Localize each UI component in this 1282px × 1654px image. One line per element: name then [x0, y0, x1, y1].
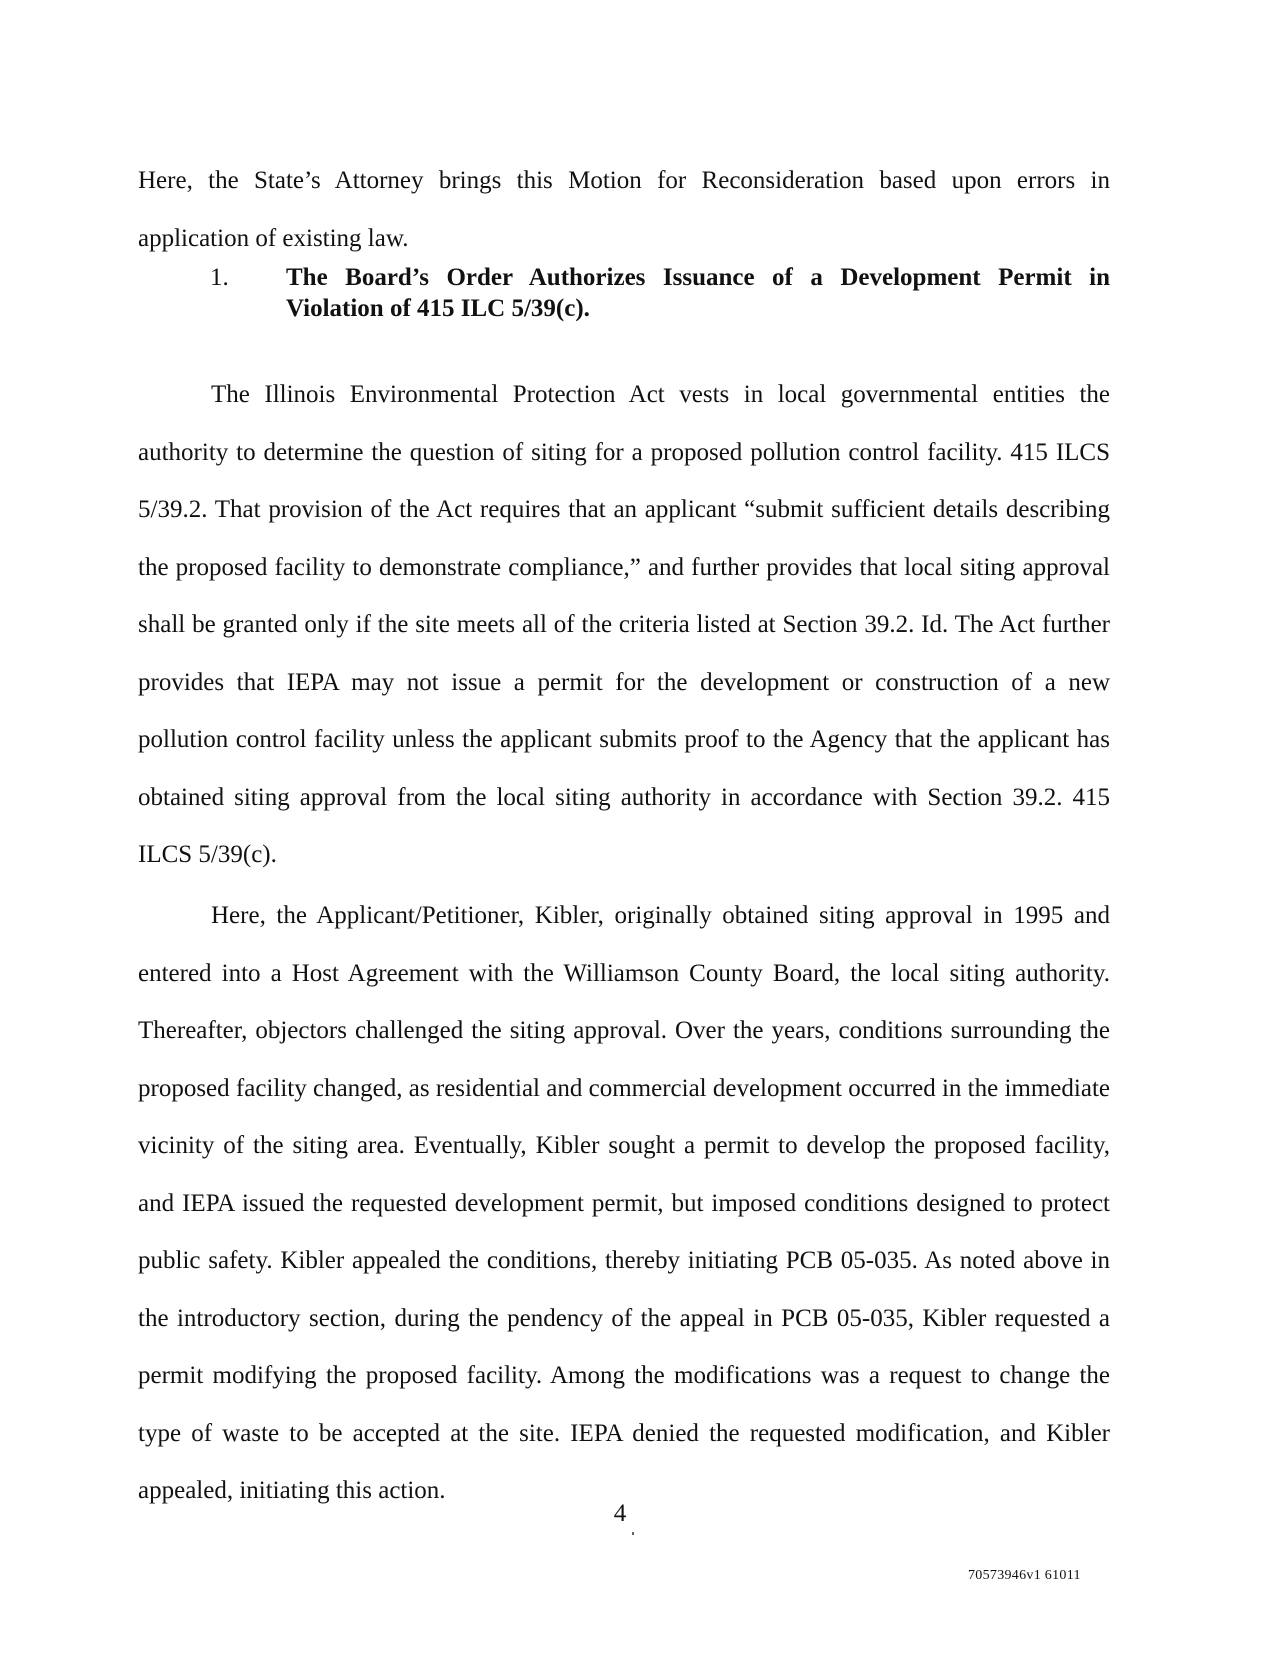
section-title-line-2: Violation of 415 ILC 5/39(c). [286, 295, 590, 322]
page-number: 4 [613, 1500, 627, 1527]
body-paragraph-kibler [138, 862, 1110, 1545]
body-paragraph-act-text: The Illinois Environmental Protection Act vests in local governmental entities the authority to determine the question of siting for a proposed pollution control facility. 415 ILCS 5/39.2. That provision of the Act requires that an applicant “submit sufficient details describing the proposed facility to demonstrate compliance,” and further provides that local siting approval shall be granted only if the site meets all of the criteria listed at Section 39.2. Id. The Act further provides that IEPA may not issue a permit for the development or construction of a new pollution control facility unless the applicant submits proof to the Agency that the applicant has obtained siting approval from the local siting authority in accordance with Section 39.2. 415 ILCS 5/39(c). [138, 381, 1110, 868]
document-id: 70573946v1 61011 [968, 1568, 1081, 1583]
body-paragraph-act [138, 341, 1110, 909]
scan-mark [632, 1532, 634, 1535]
intro-paragraph-text: Here, the State’s Attorney brings this Motion for Reconsideration based upon errors in application of existing law. [138, 167, 1110, 252]
section-number: 1. [210, 264, 229, 291]
body-paragraph-kibler-text: Here, the Applicant/Petitioner, Kibler, originally obtained siting approval in 1995 and entered into a Host Agreement with the Williamson County Board, the local siting authority. Thereafter, objectors challenged the siting approval. Over the years, conditions surrounding the proposed facility changed, as residential and commercial development occurred in the immediate vicinity of the siting area. Eventually, Kibler sought a permit to develop the proposed facility, and IEPA issued the requested development permit, but imposed conditions designed to protect public safety. Kibler appealed the conditions, thereby initiating PCB 05-035. As noted above in the introductory section, during the pendency of the appeal in PCB 05-035, Kibler requested a permit modifying the proposed facility. Among the modifications was a request to change the type of waste to be accepted at the site. IEPA denied the requested modification, and Kibler appealed, initiating this action. [138, 902, 1110, 1504]
section-title-line-1: The Board’s Order Authorizes Issuance of a Development Permit in [286, 264, 1110, 291]
